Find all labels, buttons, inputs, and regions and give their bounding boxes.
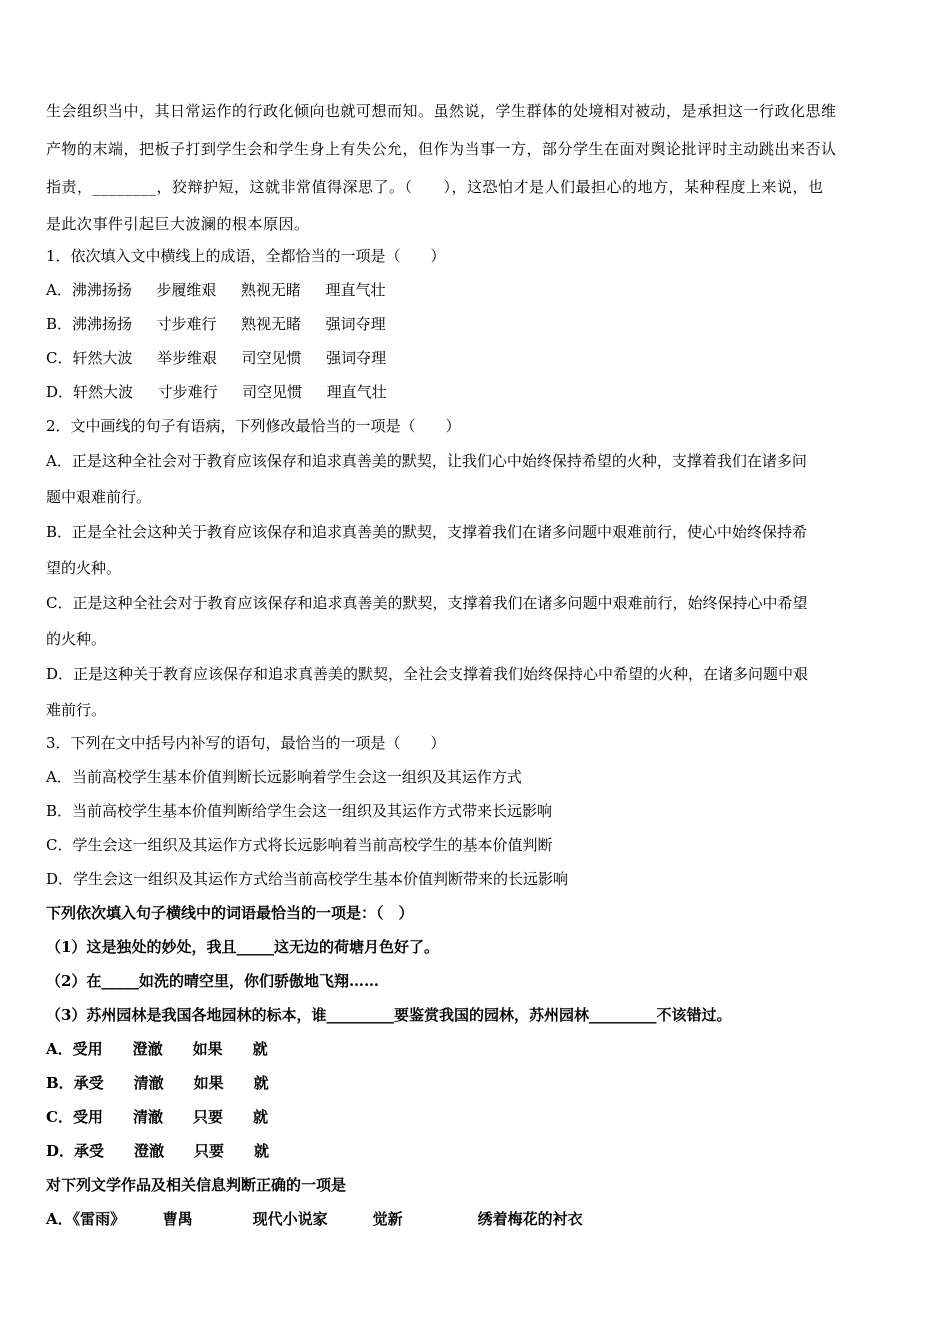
- question-1-option-a: A．沸沸扬扬 步履维艰 熟视无睹 理直气壮: [46, 281, 386, 299]
- question-3-option-d: D．学生会这一组织及其运作方式给当前高校学生基本价值判断带来的长远影响: [46, 870, 569, 888]
- question-4-option-b: B．承受 清澈 如果 就: [46, 1074, 269, 1092]
- passage-line: 指责，________，狡辩护短，这就非常值得深思了。（ ），这恐怕才是人们最担心的地方，某种程度上来说，也: [46, 178, 824, 196]
- question-1-option-b: B．沸沸扬扬 寸步难行 熟视无睹 强词夺理: [46, 315, 386, 333]
- question-1-option-d: D．轩然大波 寸步难行 司空见惯 理直气壮: [46, 383, 387, 401]
- passage-line: 生会组织当中，其日常运作的行政化倾向也就可想而知。虽然说，学生群体的处境相对被动，是承担这一行政化思维: [46, 102, 837, 120]
- passage-line: 产物的末端，把板子打到学生会和学生身上有失公允，但作为当事一方，部分学生在面对舆论批评时主动跳出来否认: [46, 140, 837, 158]
- question-4-sentence-1: （1）这是独处的妙处，我且_____这无边的荷塘月色好了。: [46, 938, 439, 956]
- question-2-option-a-cont: 题中艰难前行。: [46, 488, 152, 506]
- question-5-option-a: A．《雷雨》 曹禺 现代小说家 觉新 绣着梅花的衬衣: [46, 1210, 583, 1228]
- question-4-stem: 下列依次填入句子横线中的词语最恰当的一项是：（ ）: [46, 904, 414, 922]
- question-2-option-b: B．正是全社会这种关于教育应该保存和追求真善美的默契，支撑着我们在诸多问题中艰难前行，使心中始终保持希: [46, 523, 808, 541]
- question-5-stem: 对下列文学作品及相关信息判断正确的一项是: [46, 1176, 347, 1194]
- question-3-stem: 3．下列在文中括号内补写的语句，最恰当的一项是（ ）: [46, 734, 446, 752]
- question-2-option-c-cont: 的火种。: [46, 630, 107, 648]
- question-4-option-a: A．受用 澄澈 如果 就: [46, 1040, 268, 1058]
- question-3-option-a: A．当前高校学生基本价值判断长远影响着学生会这一组织及其运作方式: [46, 768, 522, 786]
- question-1-stem: 1．依次填入文中横线上的成语，全都恰当的一项是（ ）: [46, 247, 446, 265]
- question-3-option-c: C．学生会这一组织及其运作方式将长远影响着当前高校学生的基本价值判断: [46, 836, 553, 854]
- question-2-option-d-cont: 难前行。: [46, 701, 107, 719]
- question-1-option-c: C．轩然大波 举步维艰 司空见惯 强词夺理: [46, 349, 387, 367]
- question-2-option-d: D．正是这种关于教育应该保存和追求真善美的默契，全社会支撑着我们始终保持心中希望的火种，在诸多问题中艰: [46, 665, 809, 683]
- question-4-sentence-2: （2）在_____如洗的晴空里，你们骄傲地飞翔……: [46, 972, 379, 990]
- question-4-option-c: C．受用 清澈 只要 就: [46, 1108, 268, 1126]
- question-4-sentence-3: （3）苏州园林是我国各地园林的标本，谁_________要鉴赏我国的园林，苏州园林_________不该错过。: [46, 1006, 732, 1024]
- question-2-option-b-cont: 望的火种。: [46, 559, 122, 577]
- question-2-option-c: C．正是这种全社会对于教育应该保存和追求真善美的默契，支撑着我们在诸多问题中艰难前行，始终保持心中希望: [46, 594, 808, 612]
- question-2-option-a: A．正是这种全社会对于教育应该保存和追求真善美的默契，让我们心中始终保持希望的火种，支撑着我们在诸多问: [46, 452, 807, 470]
- question-3-option-b: B．当前高校学生基本价值判断给学生会这一组织及其运作方式带来长远影响: [46, 802, 553, 820]
- passage-line: 是此次事件引起巨大波澜的根本原因。: [46, 215, 310, 233]
- question-4-option-d: D．承受 澄澈 只要 就: [46, 1142, 270, 1160]
- question-2-stem: 2．文中画线的句子有语病，下列修改最恰当的一项是（ ）: [46, 417, 461, 435]
